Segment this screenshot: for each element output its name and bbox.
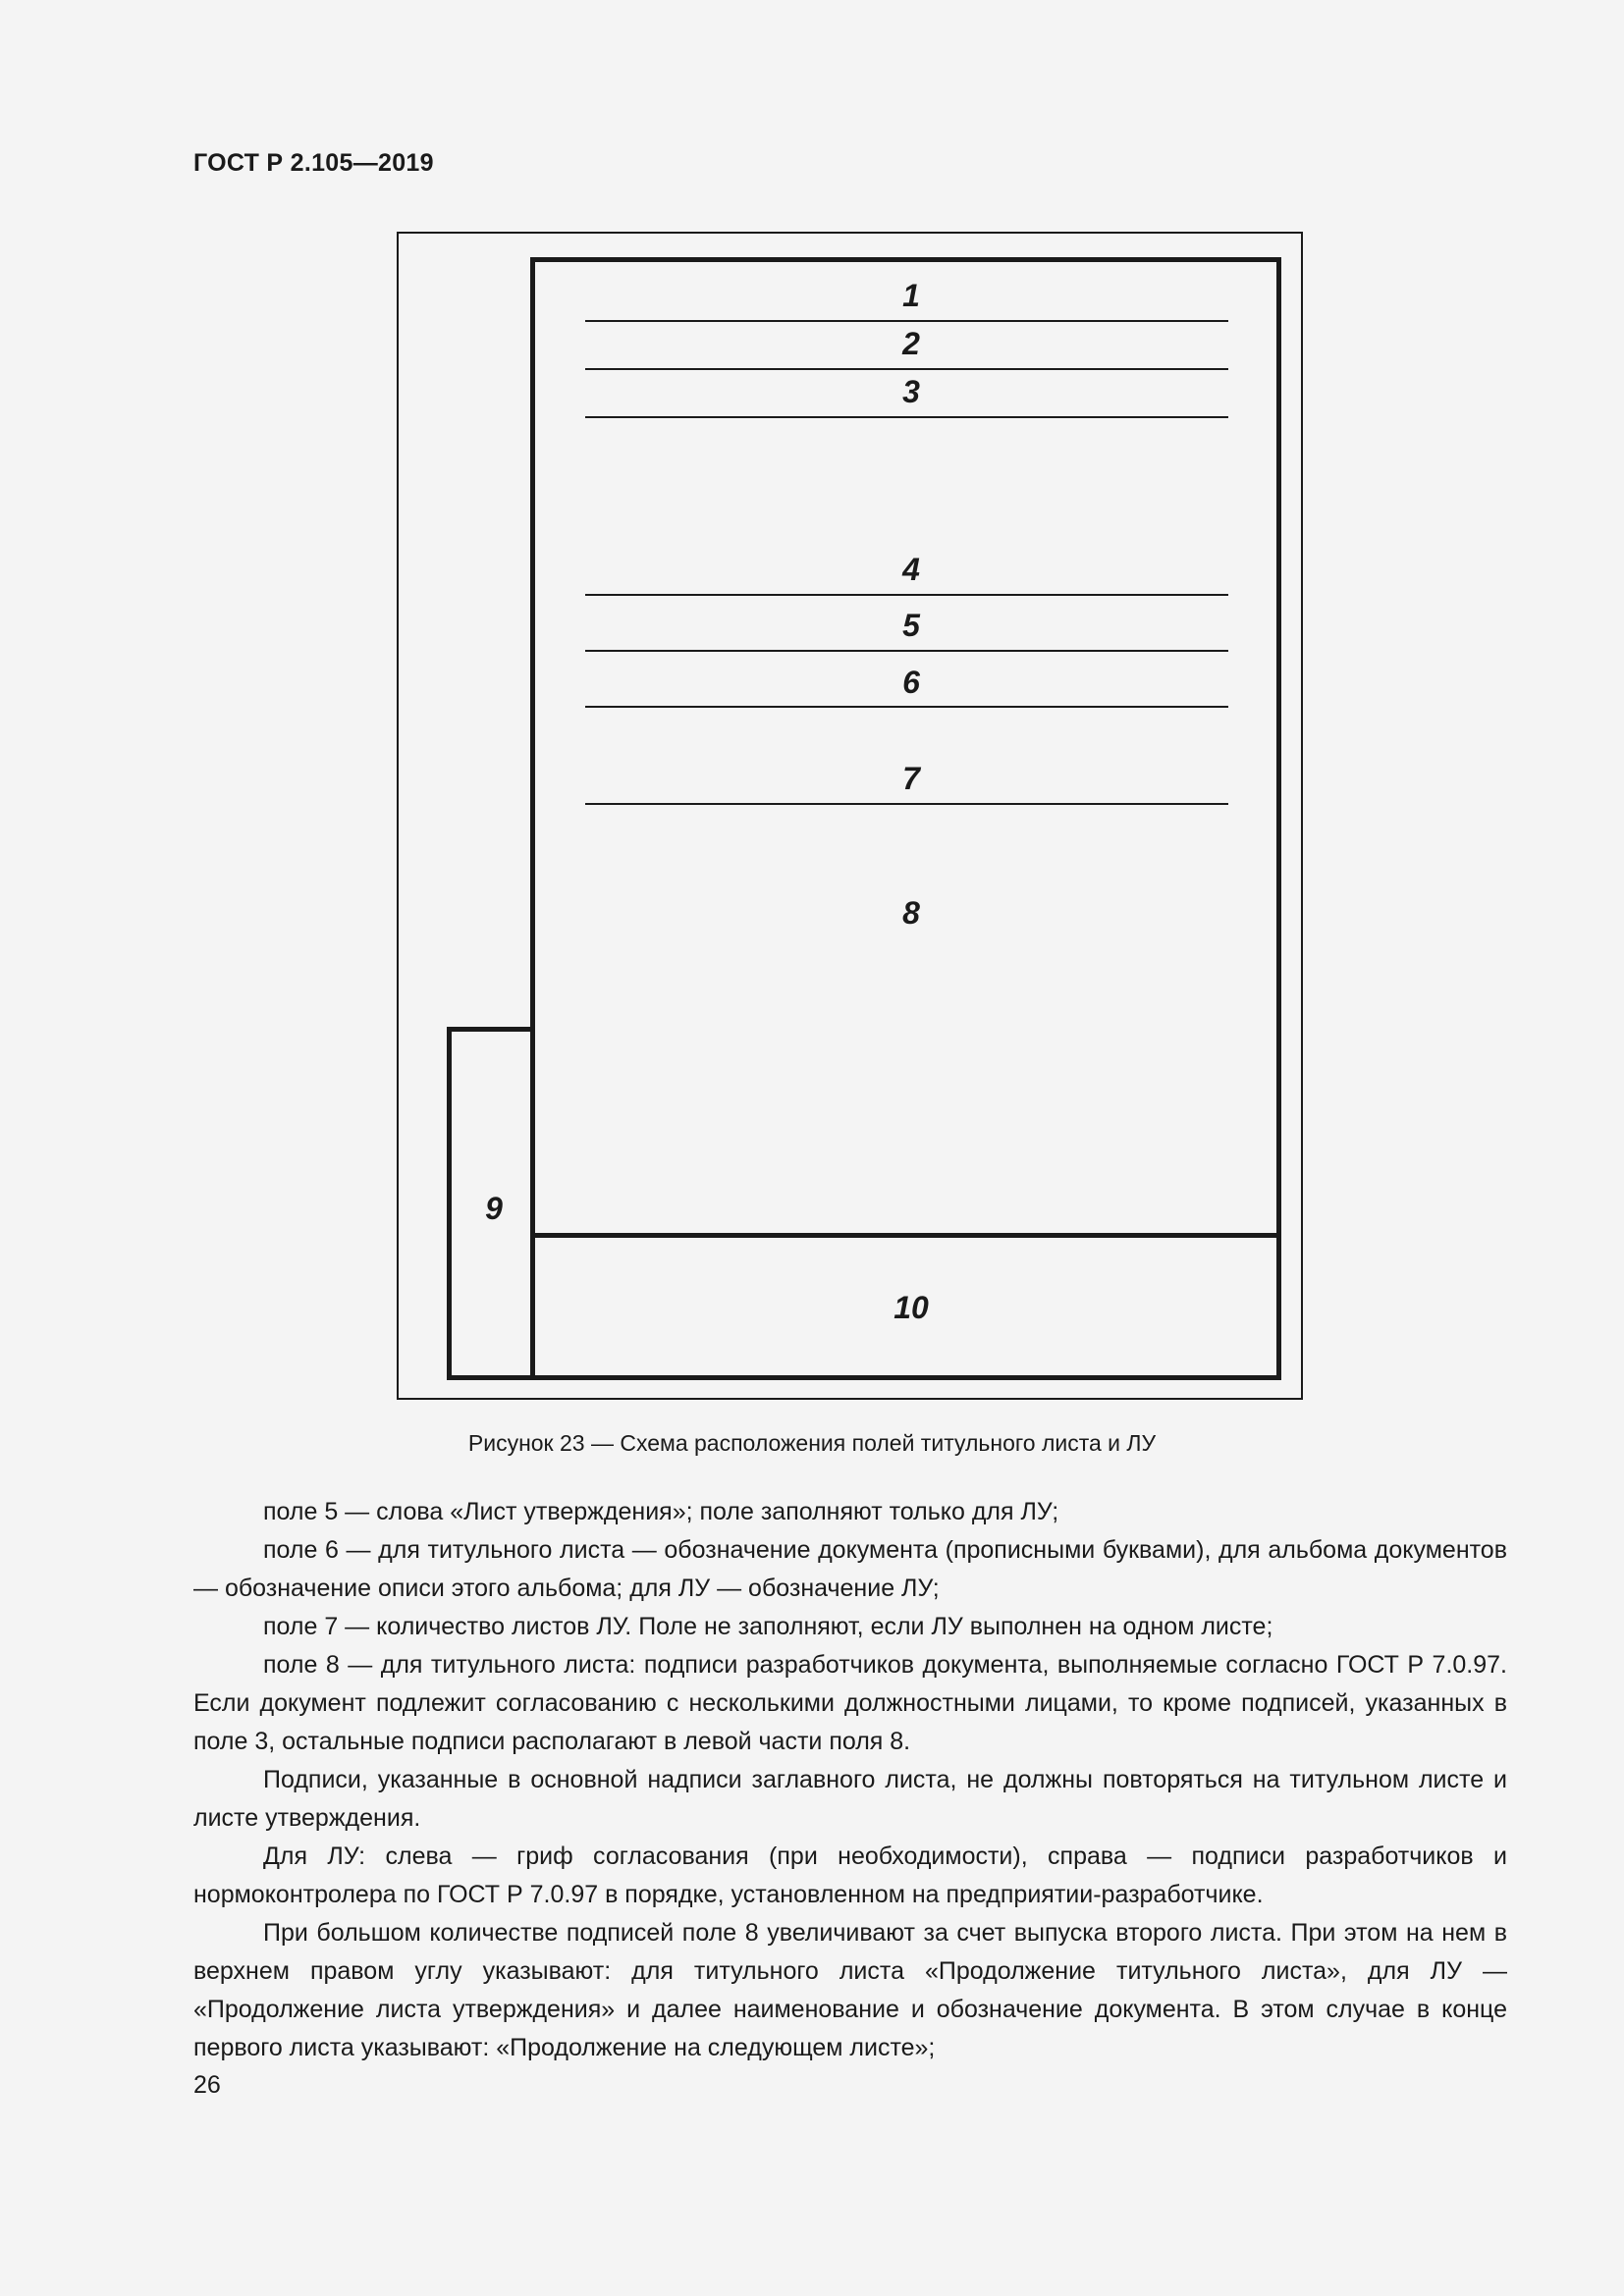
paragraph: При большом количестве подписей поле 8 увеличивают за счет выпуска второго листа. При этом на нем в верхнем правом углу указывают: для титульного листа «Продолжение титульного листа», для ЛУ — «Продолжение листа утверждения» и далее наименование и обозначение документа. В этом случае в конце первого листа указывают: «Продолжение на следующем листе»; — [193, 1919, 1507, 2061]
field-10-area — [535, 1233, 1276, 1375]
field-4-line — [585, 594, 1228, 596]
field-label-9: 9 — [485, 1191, 503, 1226]
paragraph: Для ЛУ: слева — гриф согласования (при необходимости), справа — подписи разработчиков и нормоконтролера по ГОСТ Р 7.0.97 в порядке, установленном на предприятии-разработчике. — [193, 1842, 1507, 1908]
document-header: ГОСТ Р 2.105—2019 — [193, 149, 434, 177]
paragraph: поле 8 — для титульного листа: подписи разработчиков документа, выполняемые согласно ГОСТ Р 7.0.97. Если документ подлежит согласованию с несколькими должностными лицами, то кроме подписей, указанных в поле 3, остальные подписи располагают в левой части поля 8. — [193, 1651, 1507, 1755]
paragraph: Подписи, указанные в основной надписи заглавного листа, не должны повторяться на титульном листе и листе утверждения. — [193, 1766, 1507, 1832]
body-text — [193, 1493, 1507, 2067]
field-label-4: 4 — [902, 552, 920, 587]
sheet-frame — [530, 257, 1281, 1380]
paragraph: поле 7 — количество листов ЛУ. Поле не заполняют, если ЛУ выполнен на одном листе; — [263, 1613, 1273, 1640]
field-label-8: 8 — [902, 895, 920, 931]
field-2-line — [585, 368, 1228, 370]
field-3-line — [585, 416, 1228, 418]
field-label-2: 2 — [902, 326, 920, 361]
field-label-3: 3 — [902, 374, 920, 409]
field-6-line — [585, 706, 1228, 708]
field-1-line — [585, 320, 1228, 322]
field-label-1: 1 — [902, 278, 920, 313]
figure-caption: Рисунок 23 — Схема расположения полей титульного листа и ЛУ — [467, 1430, 1157, 1456]
field-7-line — [585, 803, 1228, 805]
field-5-line — [585, 650, 1228, 652]
paragraph: поле 5 — слова «Лист утверждения»; поле заполняют только для ЛУ; — [263, 1498, 1059, 1525]
field-label-10: 10 — [893, 1290, 929, 1325]
field-9-area — [447, 1027, 535, 1380]
title-page-layout-figure — [397, 232, 1303, 1400]
field-label-7: 7 — [902, 761, 920, 796]
page-number: 26 — [193, 2071, 221, 2099]
field-label-5: 5 — [902, 608, 920, 643]
field-label-6: 6 — [902, 665, 920, 700]
paragraph: поле 6 — для титульного листа — обозначение документа (прописными буквами), для альбома документов — обозначение описи этого альбома; для ЛУ — обозначение ЛУ; — [193, 1536, 1507, 1602]
